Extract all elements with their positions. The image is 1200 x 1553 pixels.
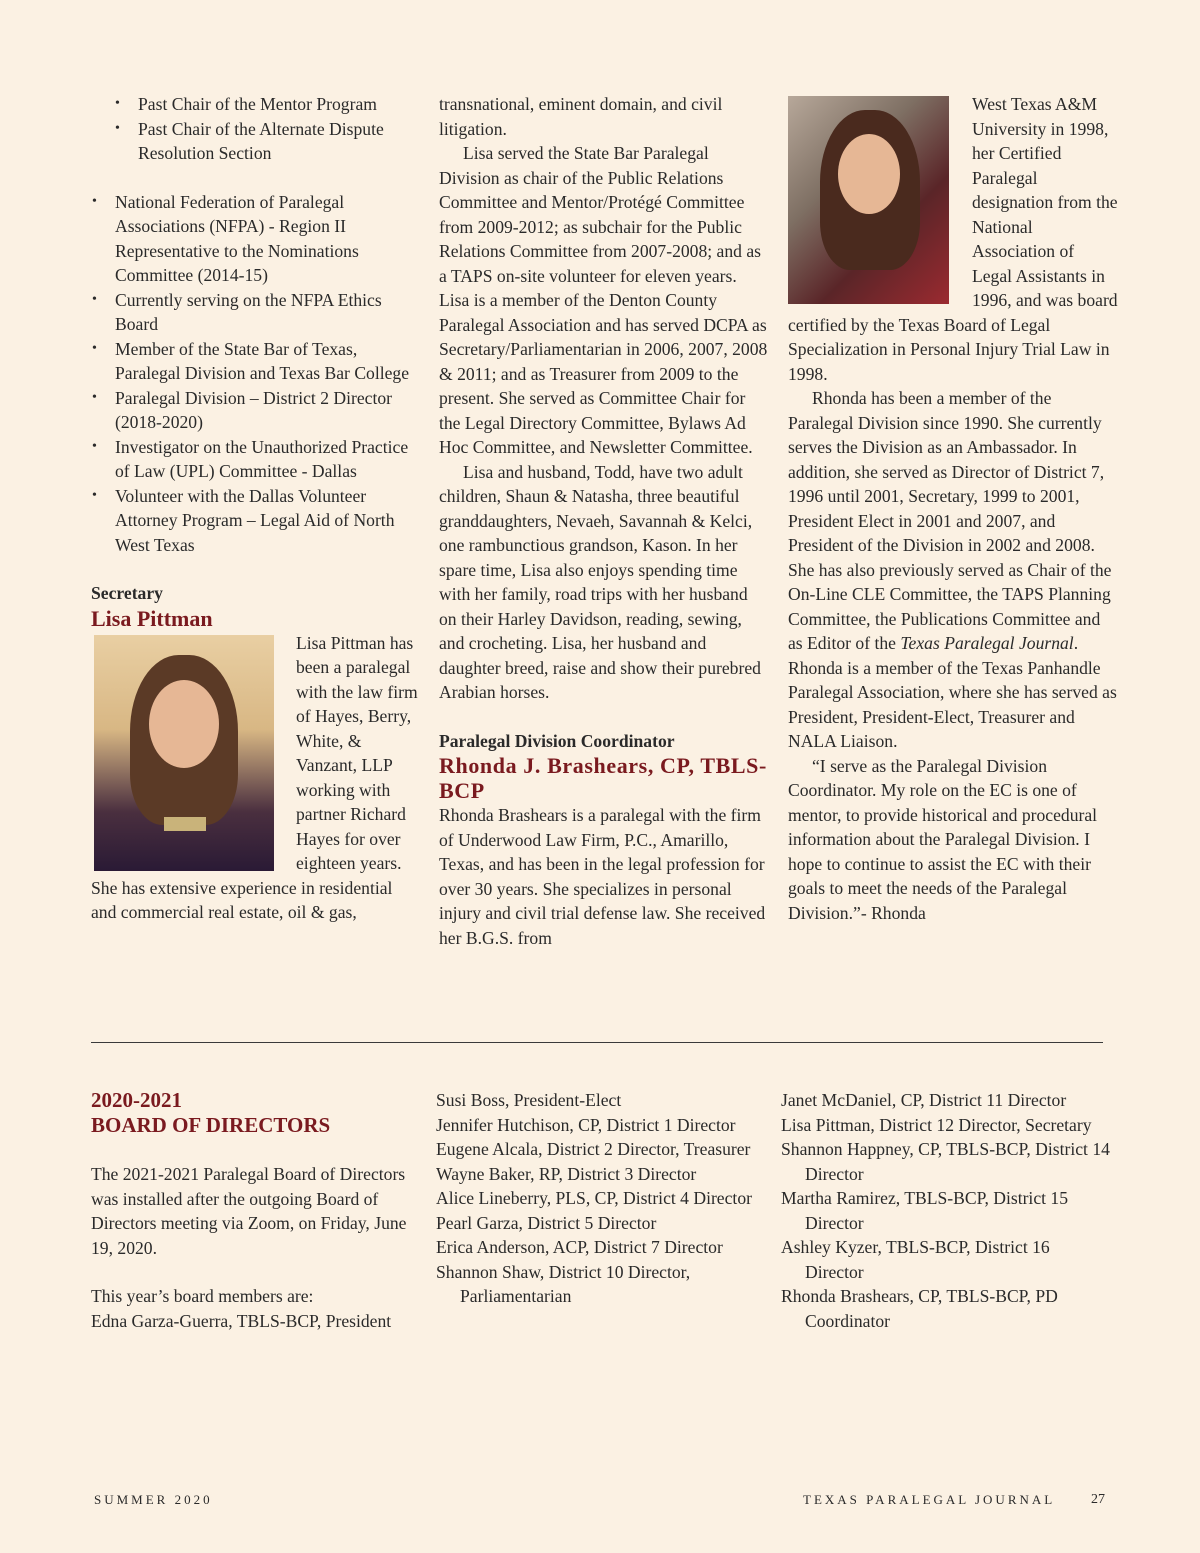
footer-issue: SUMMER 2020 bbox=[94, 1492, 213, 1507]
board-column-2 bbox=[436, 1088, 766, 1309]
board-member: Shannon Shaw, District 10 Director, Parliamentarian bbox=[436, 1261, 691, 1306]
list-item: • Past Chair of the Alternate Dispute Resolution Section bbox=[138, 117, 421, 166]
board-member: Janet McDaniel, CP, District 11 Director bbox=[781, 1090, 1067, 1110]
bullet-list bbox=[115, 190, 421, 558]
board-member: Martha Ramirez, TBLS-BCP, District 15 Director bbox=[781, 1188, 1069, 1233]
sub-bullet-list bbox=[138, 92, 421, 166]
column-3 bbox=[788, 92, 1118, 925]
bio-lisa-pittman: Lisa Pittman has been a paralegal with the law firm of Hayes, Berry, White, & Vanzant, LLP working with partner Richard Hayes for over eighteen years. She has extensive experience in residential and commercial real estate, oil & gas, bbox=[91, 632, 418, 922]
paragraph: transnational, eminent domain, and civil litigation. bbox=[439, 94, 723, 139]
board-column-3 bbox=[781, 1088, 1111, 1333]
list-item: • Member of the State Bar of Texas, Paralegal Division and Texas Bar College bbox=[115, 337, 421, 386]
section-label-coordinator: Paralegal Division Coordinator bbox=[439, 730, 675, 751]
board-member: Wayne Baker, RP, District 3 Director bbox=[436, 1163, 697, 1184]
paragraph: Lisa served the State Bar Paralegal Division as chair of the Public Relations Committee and Mentor/Protégé Committee from 2009-2012; as subchair for the Public Relations Committee from 2007-2008; and as a TAPS on-site volunteer for eleven years. Lisa is a member of the Denton County Paralegal Association and has served DCPA as Secretary/Parliamentarian in 2006, 2007, 2008 & 2011; and as Treasurer from 2009 to the present. She served as Committee Chair for the Legal Directory Committee, Bylaws Ad Hoc Committee, and Newsletter Committee. bbox=[439, 143, 768, 457]
paragraph-text: Rhonda has been a member of the Paralegal Division since 1990. She currently serves the Division as an Ambassador. In addition, she served as Director of District 7, 1996 until 2001, Secretary, 1999 to 2001, President Elect in 2001 and 2007, and President of the Division in 2002 and 2008. She has also previously served as Chair of the On-Line CLE Committee, the TAPS Planning Committee, the Publications Committee and as Editor of the bbox=[788, 388, 1112, 653]
board-member: Edna Garza-Guerra, TBLS-BCP, President bbox=[91, 1310, 392, 1331]
members-label: This year’s board members are: bbox=[91, 1286, 314, 1306]
paragraph: “I serve as the Paralegal Division Coordinator. My role on the EC is one of mentor, to provide historical and procedural information about the Paralegal Division. I hope to continue to assist the EC with their goals to meet the needs of the Paralegal Division.”- Rhonda bbox=[788, 755, 1098, 923]
list-item: • Investigator on the Unauthorized Practice of Law (UPL) Committee - Dallas bbox=[115, 435, 421, 484]
board-member: Eugene Alcala, District 2 Director, Treasurer bbox=[436, 1139, 751, 1159]
section-divider bbox=[91, 1042, 1103, 1043]
page-number: 27 bbox=[1091, 1492, 1105, 1507]
paragraph: Lisa and husband, Todd, have two adult children, Shaun & Natasha, three beautiful granddaughters, Nevaeh, Savannah & Kelci, one rambunctious grandson, Kason. In her spare time, Lisa also enjoys spending time with her family, road trips with her husband on their Harley Davidson, reading, sewing, and crocheting. Lisa, her husband and daughter breed, raise and show their purebred Arabian horses. bbox=[439, 461, 761, 702]
footer-publication: TEXAS PARALEGAL JOURNAL bbox=[803, 1492, 1056, 1507]
board-member: Rhonda Brashears, CP, TBLS-BCP, PD Coordinator bbox=[781, 1286, 1058, 1331]
board-title: BOARD OF DIRECTORS bbox=[91, 1113, 331, 1137]
column-1 bbox=[91, 92, 421, 925]
list-item: • Paralegal Division – District 2 Director (2018-2020) bbox=[115, 386, 421, 435]
board-member: Susi Boss, President-Elect bbox=[436, 1090, 622, 1110]
board-column-1 bbox=[91, 1088, 421, 1333]
board-title-year: 2020-2021 bbox=[91, 1088, 182, 1112]
portrait-photo-rhonda-brashears bbox=[788, 96, 949, 304]
list-item: • National Federation of Paralegal Associations (NFPA) - Region II Representative to the Nominations Committee (2014-15) bbox=[115, 190, 421, 288]
board-member: Alice Lineberry, PLS, CP, District 4 Director bbox=[436, 1188, 752, 1208]
column-2 bbox=[439, 92, 769, 950]
section-label-secretary: Secretary bbox=[91, 583, 163, 603]
paragraph: West Texas A&M University in 1998, her Certified Paralegal designation from the National Association of Legal Assistants in 1996, and was board certified by the Texas Board of Legal Specialization in Personal Injury Trial Law in 1998. bbox=[788, 94, 1118, 384]
portrait-photo-lisa-pittman bbox=[94, 635, 274, 871]
journal-title: Texas Paralegal Journal bbox=[900, 633, 1074, 653]
board-member: Jennifer Hutchison, CP, District 1 Director bbox=[436, 1114, 736, 1135]
board-member: Lisa Pittman, District 12 Director, Secretary bbox=[781, 1114, 1092, 1135]
list-item: • Past Chair of the Mentor Program bbox=[138, 92, 421, 117]
paragraph: Rhonda Brashears is a paralegal with the firm of Underwood Law Firm, P.C., Amarillo, Texas, and has been in the legal profession for over 30 years. She specializes in personal injury and civil trial defense law. She received her B.G.S. from bbox=[439, 805, 766, 948]
paragraph bbox=[788, 386, 1118, 754]
board-member: Erica Anderson, ACP, District 7 Director bbox=[436, 1237, 723, 1257]
name-heading-lisa-pittman: Lisa Pittman bbox=[91, 605, 213, 631]
name-heading-rhonda-brashears: Rhonda J. Brashears, CP, TBLS-BCP bbox=[439, 753, 767, 803]
board-member: Ashley Kyzer, TBLS-BCP, District 16 Director bbox=[781, 1237, 1050, 1282]
paragraph-text: . Rhonda is a member of the Texas Panhandle Paralegal Association, where she has served as President, President-Elect, Treasurer and NALA Liaison. bbox=[788, 633, 1117, 751]
list-item: • Volunteer with the Dallas Volunteer Attorney Program – Legal Aid of North West Texas bbox=[115, 484, 421, 558]
list-item: • Currently serving on the NFPA Ethics Board bbox=[115, 288, 421, 337]
name-badge-icon bbox=[164, 817, 206, 831]
board-member: Shannon Happney, CP, TBLS-BCP, District 14 Director bbox=[781, 1139, 1110, 1184]
board-intro: The 2021-2021 Paralegal Board of Directors was installed after the outgoing Board of Directors meeting via Zoom, on Friday, June 19, 2020. bbox=[91, 1164, 407, 1258]
board-member: Pearl Garza, District 5 Director bbox=[436, 1212, 657, 1233]
